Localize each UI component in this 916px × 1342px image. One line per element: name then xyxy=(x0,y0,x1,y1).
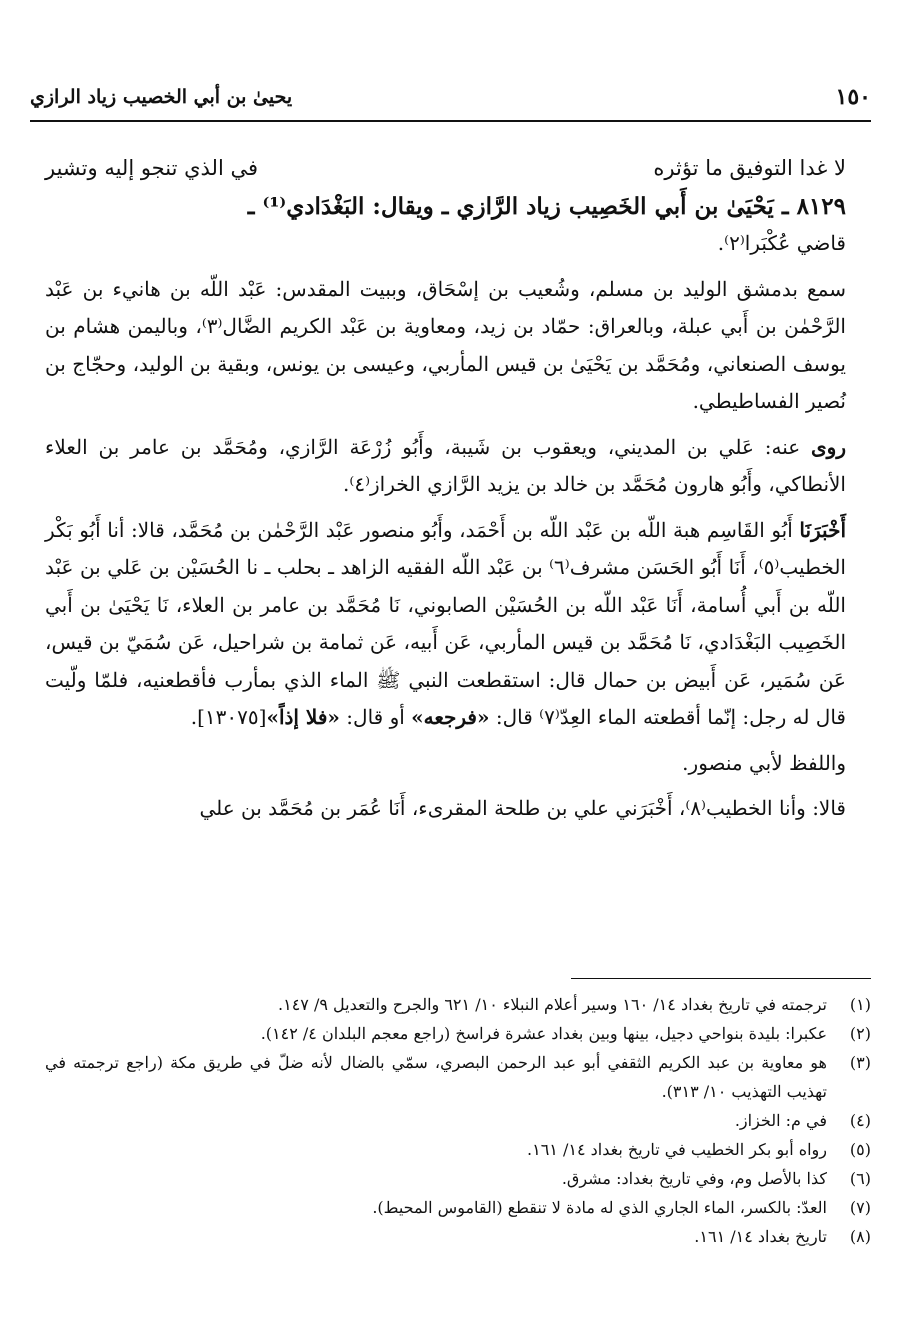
paragraph-wording: واللفظ لأبي منصور. xyxy=(682,750,846,775)
footnote-number: (٣) xyxy=(849,1053,871,1072)
footnote-text: العدّ: بالكسر، الماء الجاري الذي له مادة لا تنقطع (القاموس المحيط). xyxy=(372,1198,827,1217)
footnote-number: (٧) xyxy=(849,1198,871,1217)
footnote xyxy=(45,1164,871,1193)
hadith-mid: أو قال: xyxy=(339,705,412,729)
paragraph-students-text: عنه: عَلي بن المديني، ويعقوب بن شَيبة، وأَبُو زُرْعَة الرَّازي، ومُحَمَّد بن عامر بن العلاء الأنطاكي، وأَبُو هارون مُحَمَّد بن خالد بن يزيد الرَّازي الخراز⁽٤⁾. xyxy=(45,434,846,496)
footnote xyxy=(45,1019,871,1048)
hadith-number: [١٣٠٧٥]. xyxy=(190,705,267,729)
paragraph-hadith xyxy=(45,512,846,737)
paragraph-continuation: قالا: وأنا الخطيب⁽٨⁾، أَخْبَرَني علي بن طلحة المقرىء، أَنَا عُمَر بن مُحَمَّد بن علي xyxy=(199,796,846,820)
footnote-number: (٤) xyxy=(849,1111,871,1130)
footnote xyxy=(45,990,871,1019)
footnote-divider xyxy=(571,978,871,979)
footnote xyxy=(45,1106,871,1135)
footnote-number: (٦) xyxy=(849,1169,871,1188)
poem-verse xyxy=(45,150,846,188)
footnote-list xyxy=(45,990,871,1251)
hadith-chain: أَبُو القَاسِم هبة اللّه بن عَبْد اللّه بن أَحْمَد، وأَبُو منصور عَبْد الرَّحْمٰن بن مُحَمَّد، قالا: أنا أَبُو بَكْر الخطيب⁽٥⁾، أَنَا أَبُو الحَسَن مشرف⁽٦⁾ بن عَبْد اللّه الفقيه الزاهد ـ بحلب ـ نا الحُسَيْن بن عَلي بن عَبْد اللّه بن أَبي أُسامة، أَنَا عَبْد اللّه بن الحُسَيْن الصابوني، نَا مُحَمَّد بن عامر بن العلاء، نَا يَحْيَىٰ بن أَبي الخَصِيب البَغْدَادي، نَا مُحَمَّد بن قيس المأربي، عَن أَبيه، عَن ثمامة بن شراحيل، عَن سُمَيّ بن قيس، عَن سُمَير، عَن أَبيض بن حمال قال: استقطعت النبي ﷺ الماء الذي بمأرب فأقطعنيه، فلمّا ولّيت قال له رجل: إنّما أقطعته الماء العِدّ⁽٧⁾ قال: xyxy=(45,517,846,729)
footnote-number: (٢) xyxy=(849,1024,871,1043)
footnote-number: (٨) xyxy=(849,1227,871,1246)
footnote-text: كذا بالأصل وم، وفي تاريخ بغداد: مشرق. xyxy=(561,1169,827,1188)
hadith-quote-1: «فرجعه» xyxy=(411,705,490,729)
keyword-rawa: روى xyxy=(811,434,846,459)
keyword-akhbarana: أَخْبَرَنَا xyxy=(799,517,846,542)
footnote-text: عكبرا: بليدة بنواحي دجيل، بينها وبين بغداد عشرة فراسخ (راجع معجم البلدان ٤/ ١٤٢). xyxy=(260,1024,827,1043)
footnotes xyxy=(45,978,871,1251)
footnote xyxy=(45,1193,871,1222)
hadith-quote-2: «فلا إذاً» xyxy=(266,705,340,729)
main-text xyxy=(45,150,846,828)
page-header xyxy=(30,80,871,122)
paragraph-students xyxy=(45,429,846,504)
entry-subtitle: قاضي عُكْبَرا⁽٢⁾. xyxy=(717,231,846,255)
footnote xyxy=(45,1135,871,1164)
paragraph-teachers: سمع بدمشق الوليد بن مسلم، وشُعيب بن إسْحَاق، وببيت المقدس: عَبْد اللّه بن هانيء بن عَبْد الرَّحْمٰن بن أَبي عبلة، وبالعراق: حمّاد بن زيد، ومعاوية بن عَبْد الكريم الضَّال⁽٣⁾، وباليمن هشام بن يوسف الصنعاني، ومُحَمَّد بن يَحْيَىٰ بن قيس المأربي، وعيسى بن يونس، وبقية بن الوليد، وحجّاج بن نُصير الفساطيطي. xyxy=(45,276,846,413)
running-title: يحيىٰ بن أبي الخصيب زياد الرازي xyxy=(30,86,293,108)
verse-left-hemistich: في الذي تنجو إليه وتشير xyxy=(45,156,258,180)
footnote-text: تاريخ بغداد ١٤/ ١٦١. xyxy=(694,1227,827,1246)
verse-right-hemistich: لا غدا التوفيق ما تؤثره xyxy=(653,156,846,180)
footnote-number: (١) xyxy=(849,995,871,1014)
entry-title: ٨١٢٩ ـ يَحْيَىٰ بن أَبي الخَصِيب زياد الرَّازي ـ ويقال: البَغْدَادي⁽¹⁾ ـ xyxy=(247,192,846,220)
footnote-text: رواه أبو بكر الخطيب في تاريخ بغداد ١٤/ ١٦١. xyxy=(527,1140,827,1159)
page-number: ١٥٠ xyxy=(835,84,871,110)
footnote xyxy=(45,1222,871,1251)
footnote xyxy=(45,1048,871,1106)
footnote-number: (٥) xyxy=(849,1140,871,1159)
footnote-text: ترجمته في تاريخ بغداد ١٤/ ١٦٠ وسير أعلام النبلاء ١٠/ ٦٢١ والجرح والتعديل ٩/ ١٤٧. xyxy=(278,995,827,1014)
footnote-text: هو معاوية بن عبد الكريم الثقفي أبو عبد الرحمن البصري، سمّي بالضال لأنه ضلّ في طريق مكة (راجع ترجمته في تهذيب التهذيب ١٠/ ٣١٣). xyxy=(45,1053,827,1101)
footnote-text: في م: الخزاز. xyxy=(734,1111,827,1130)
